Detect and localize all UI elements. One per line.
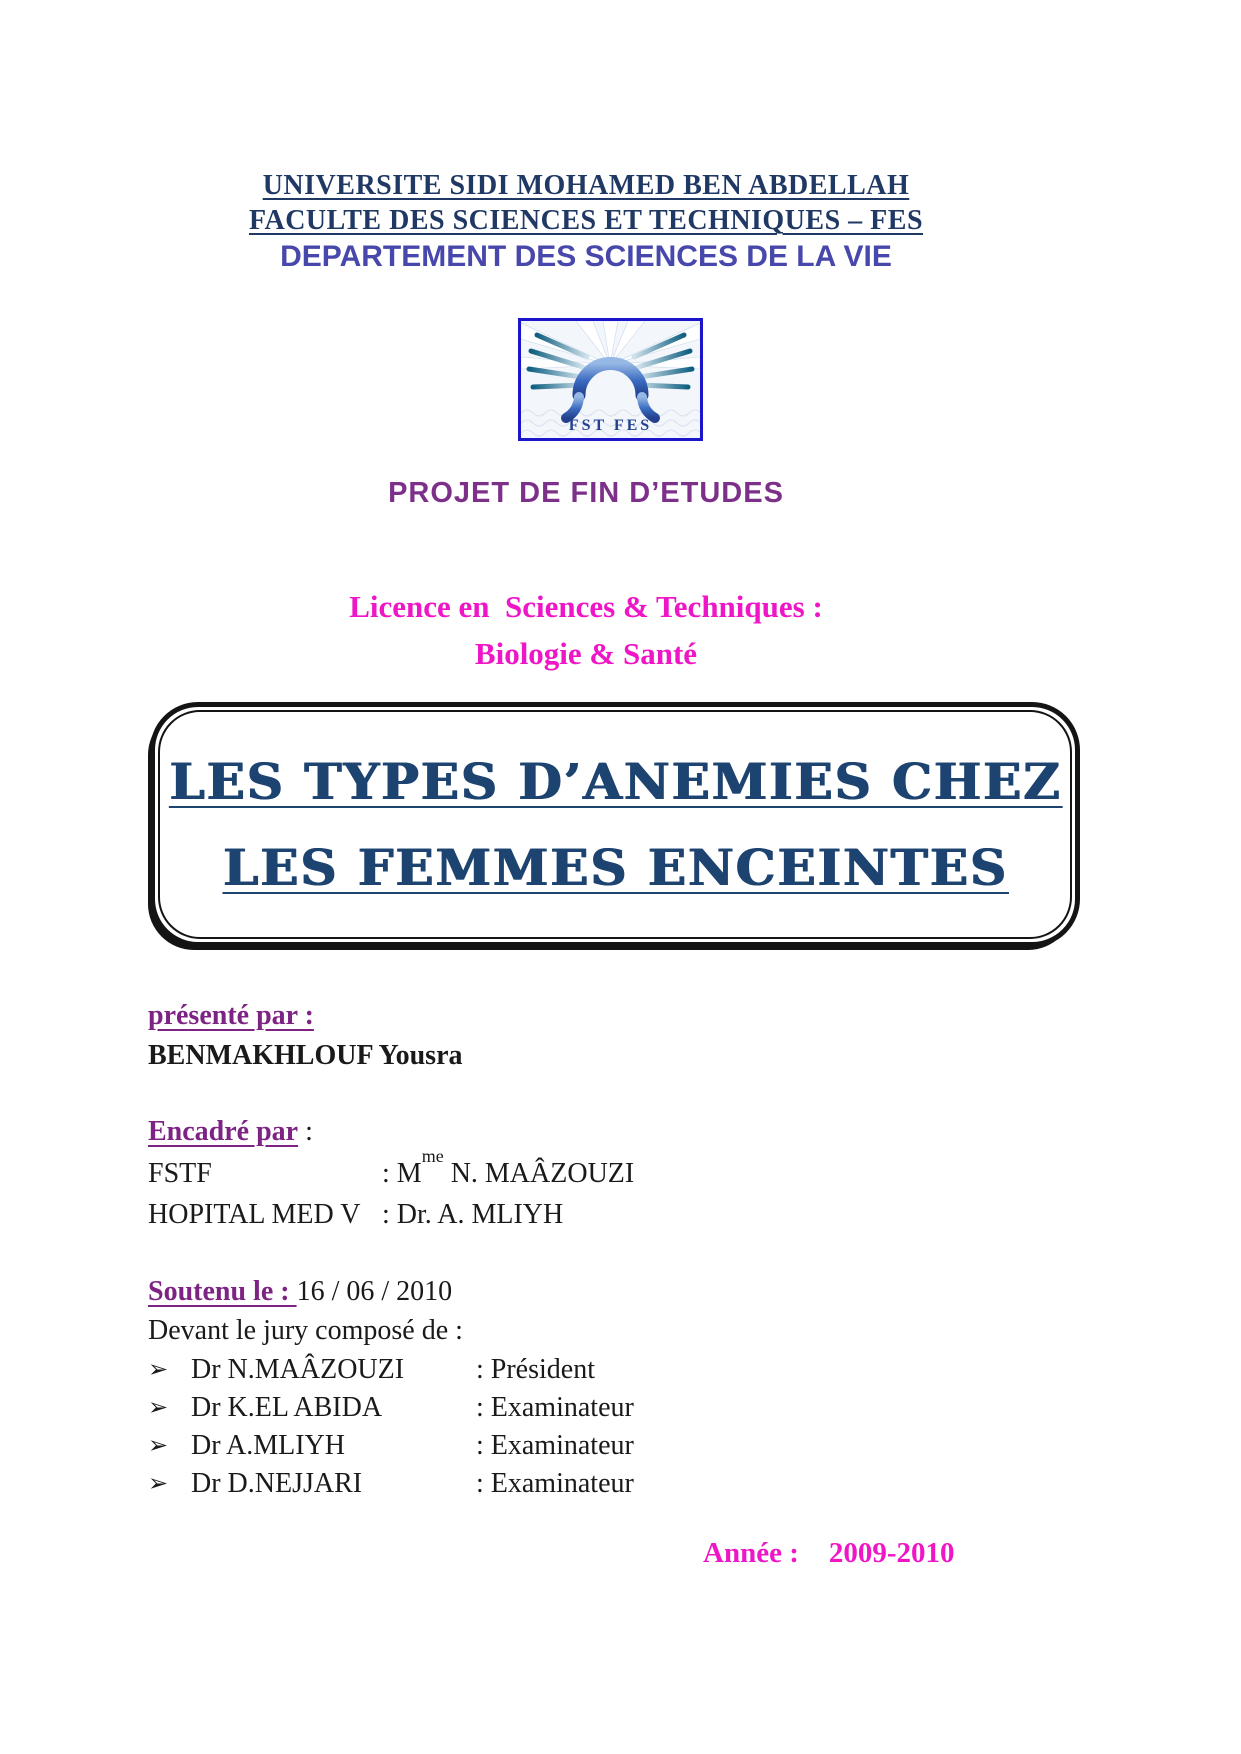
defense-date-row [148,1274,452,1310]
jury-row-president [148,1352,595,1388]
fst-fes-logo [518,318,703,441]
jury-member-role: : Examinateur [476,1468,634,1499]
thesis-title-inner-border [158,710,1072,939]
author-name: BENMAKHLOUF Yousra [148,1040,463,1071]
jury-intro: Devant le jury composé de : [148,1315,463,1346]
defense-date-label: Soutenu le : [148,1276,297,1307]
supervisor-superscript: me [421,1146,444,1166]
institution-header [150,168,1022,275]
arrow-bullet-icon: ➢ [148,1357,169,1383]
jury-row-examiner-2 [148,1428,634,1464]
presented-by-label: présenté par : [148,1000,314,1031]
supervisor-prefix: : Dr. A. MLIYH [382,1199,564,1230]
academic-year-row [703,1537,955,1570]
degree-block [150,583,1022,677]
jury-row-examiner-3 [148,1466,634,1502]
supervisor-org: FSTF [148,1158,212,1189]
jury-member-name: Dr A.MLIYH [191,1430,345,1461]
thesis-title-line-1: LES TYPES D’ANEMIES CHEZ [168,751,1062,811]
jury-member-role: : Président [476,1354,595,1385]
university-name: UNIVERSITE SIDI MOHAMED BEN ABDELLAH [262,170,910,201]
thesis-title-line-2: LES FEMMES ENCEINTES [222,837,1008,897]
supervisor-name: N. MAÂZOUZI [443,1158,635,1189]
jury-member-name: Dr N.MAÂZOUZI [191,1354,405,1385]
department-name: DEPARTEMENT DES SCIENCES DE LA VIE [280,240,892,273]
supervisor-row-hopital [148,1197,563,1233]
jury-member-role: : Examinateur [476,1430,634,1461]
supervisor-row-fstf [148,1146,635,1192]
jury-member-name: Dr K.EL ABIDA [191,1392,383,1423]
supervisor-org: HOPITAL MED V [148,1199,361,1230]
supervised-by-colon: : [298,1116,313,1147]
supervisor-prefix: : M [382,1158,422,1189]
logo-caption: FST FES [568,417,653,434]
arrow-bullet-icon: ➢ [148,1395,169,1421]
arrow-bullet-icon: ➢ [148,1471,169,1497]
defense-date-value: 16 / 06 / 2010 [296,1276,453,1307]
degree-line-1: Licence en Sciences & Techniques : [349,589,823,624]
project-heading: PROJET DE FIN D’ETUDES [388,477,784,509]
degree-line-2: Biologie & Santé [474,636,698,671]
arrow-bullet-icon: ➢ [148,1433,169,1459]
presented-by-label-row [148,998,314,1034]
academic-year-value: 2009-2010 [828,1537,955,1569]
academic-year-label: Année : [703,1537,799,1569]
faculty-name: FACULTE DES SCIENCES ET TECHNIQUES – FES [248,205,924,236]
supervised-by-label-row [148,1114,313,1150]
jury-member-name: Dr D.NEJJARI [191,1468,363,1499]
thesis-title-box [150,702,1080,947]
jury-member-role: : Examinateur [476,1392,634,1423]
jury-row-examiner-1 [148,1390,634,1426]
supervised-by-label: Encadré par [148,1116,299,1147]
